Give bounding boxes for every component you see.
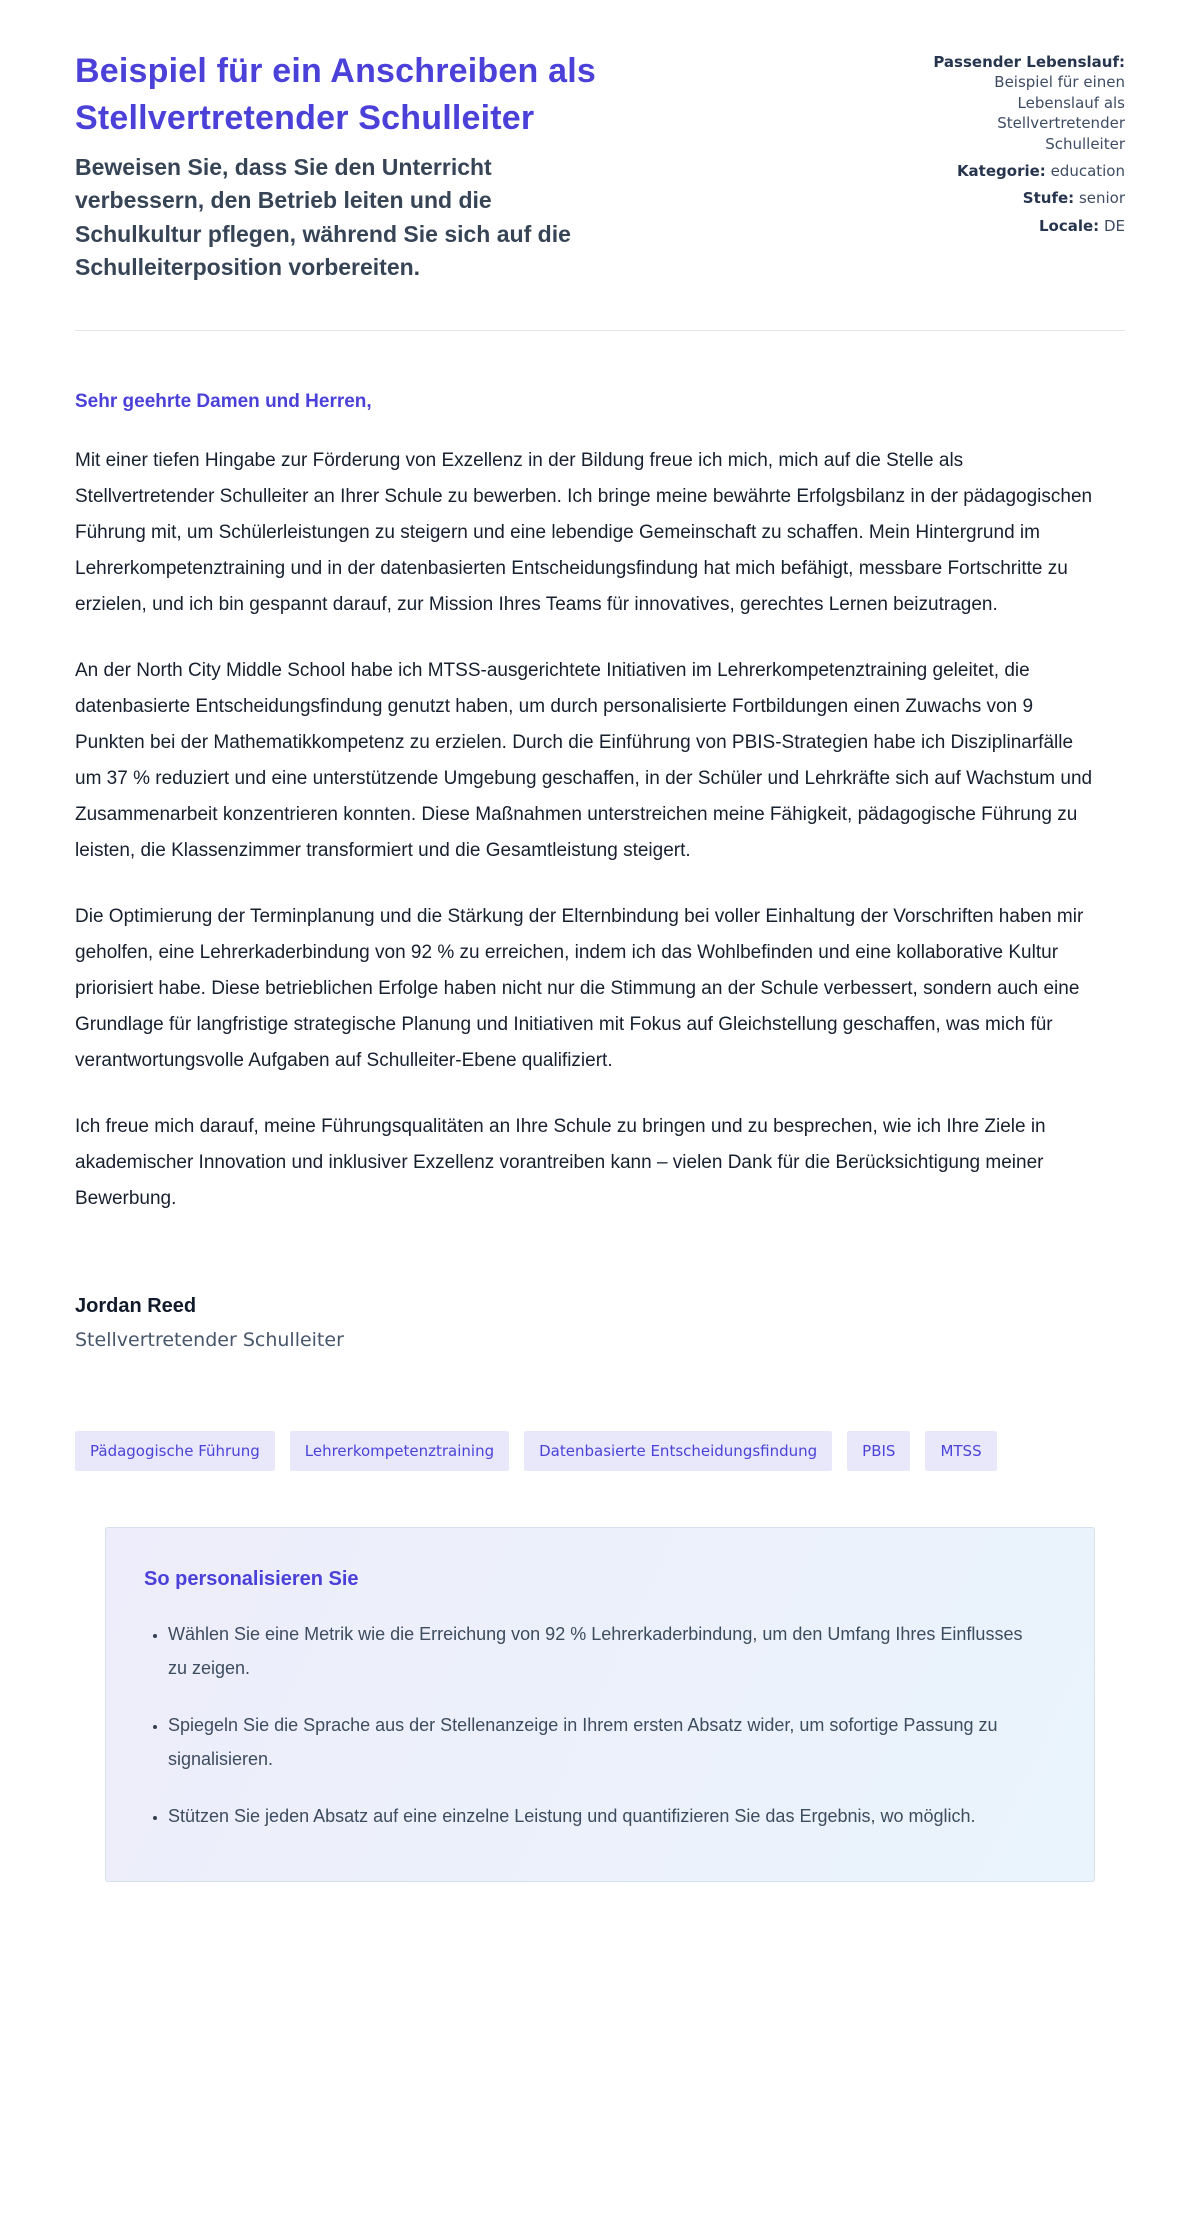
- header-title-block: [75, 48, 695, 284]
- page-container: [75, 48, 1125, 1471]
- tip-item: • Wählen Sie eine Metrik wie die Erreichung von 92 % Lehrerkaderbindung, um den Umfang Ihres Einflusses zu zeigen.: [168, 1617, 1028, 1685]
- meta-level-value: senior: [1078, 189, 1125, 208]
- letter-paragraph: Die Optimierung der Terminplanung und die Stärkung der Elternbindung bei voller Einhaltung der Vorschriften haben mir geholfen, eine Lehrerkaderbindung von 92 % zu erreichen, indem ich das Wohlbefinden und eine kollaborative Kultur priorisiert habe. Diese betrieblichen Erfolge haben nicht nur die Stimmung an der Schule verbessert, sondern auch eine Grundlage für langfristige strategische Planung und Initiativen mit Fokus auf Gleichstellung geschaffen, was mich für verantwortungsvolle Aufgaben auf Schulleiter-Ebene qualifiziert.: [75, 906, 1084, 1072]
- skill-tag: Pädagogische Führung: [75, 1431, 275, 1471]
- meta-category-value: education: [1050, 161, 1125, 180]
- tip-item: • Spiegeln Sie die Sprache aus der Stellenanzeige in Ihrem ersten Absatz wider, um sofortige Passung zu signalisieren.: [168, 1708, 1028, 1776]
- signature-name: Jordan Reed: [75, 1295, 197, 1318]
- skill-tag: PBIS: [847, 1431, 910, 1471]
- letter-greeting: Sehr geehrte Damen und Herren,: [75, 391, 372, 413]
- page-header: [75, 48, 1125, 284]
- tips-heading: So personalisieren Sie: [144, 1568, 359, 1591]
- signature-role: Stellvertretender Schulleiter: [75, 1329, 344, 1352]
- meta-resume-label: Passender Lebenslauf:: [933, 53, 1125, 71]
- meta-locale-value: DE: [1103, 216, 1125, 235]
- skill-tag: Lehrerkompetenztraining: [290, 1431, 509, 1471]
- skill-tag: Datenbasierte Entscheidungsfindung: [524, 1431, 832, 1471]
- meta-panel: [913, 48, 1125, 236]
- tips-list: [144, 1617, 1056, 1833]
- meta-level-label: Stufe:: [1022, 189, 1075, 208]
- page-subtitle: Beweisen Sie, dass Sie den Unterricht verbessern, den Betrieb leiten und die Schulkultur pflegen, während Sie sich auf die Schulleiterposition vorbereiten.: [75, 153, 571, 280]
- meta-resume: [913, 52, 1125, 154]
- meta-locale: [913, 216, 1125, 236]
- meta-category: [913, 161, 1125, 181]
- meta-level: [913, 188, 1125, 208]
- personalization-tips-box: [105, 1527, 1095, 1882]
- letter-paragraph: Ich freue mich darauf, meine Führungsqualitäten an Ihre Schule zu bringen und zu besprechen, wie ich Ihre Ziele in akademischer Innovation und inklusiver Exzellenz vorantreiben kann – vielen Dank für die Berücksichtigung meiner Bewerbung.: [75, 1116, 1046, 1210]
- matching-resume-link[interactable]: Beispiel für einen Lebenslauf als Stellvertretender Schulleiter: [994, 73, 1125, 153]
- page-title: Beispiel für ein Anschreiben als Stellvertretender Schulleiter: [75, 52, 596, 137]
- header-divider: [75, 330, 1125, 331]
- letter-paragraph: Mit einer tiefen Hingabe zur Förderung von Exzellenz in der Bildung freue ich mich, mich auf die Stelle als Stellvertretender Schulleiter an Ihrer Schule zu bewerben. Ich bringe meine bewährte Erfolgsbilanz in der pädagogischen Führung mit, um Schülerleistungen zu steigern und eine lebendige Gemeinschaft zu schaffen. Mein Hintergrund im Lehrerkompetenztraining und in der datenbasierten Entscheidungsfindung hat mich befähigt, messbare Fortschritte zu erzielen, und ich bin gespannt darauf, zur Mission Ihres Teams für innovatives, gerechtes Lernen beizutragen.: [75, 450, 1093, 616]
- skill-tag: MTSS: [925, 1431, 996, 1471]
- letter-paragraph: An der North City Middle School habe ich MTSS-ausgerichtete Initiativen im Lehrerkompetenztraining geleitet, die datenbasierte Entscheidungsfindung genutzt haben, um durch personalisierte Fortbildungen einen Zuwachs von 9 Punkten bei der Mathematikkompetenz zu erzielen. Durch die Einführung von PBIS-Strategien habe ich Disziplinarfälle um 37 % reduziert und eine unterstützende Umgebung geschaffen, in der Schüler und Lehrkräfte sich auf Wachstum und Zusammenarbeit konzentrieren konnten. Diese Maßnahmen unterstreichen meine Fähigkeit, pädagogische Führung zu leisten, die Klassenzimmer transformiert und die Gesamtleistung steigert.: [75, 660, 1093, 862]
- tip-item: • Stützen Sie jeden Absatz auf eine einzelne Leistung und quantifizieren Sie das Ergebnis, wo möglich.: [168, 1799, 1028, 1833]
- skill-tag-list: [75, 1431, 1075, 1471]
- meta-category-label: Kategorie:: [956, 161, 1046, 180]
- meta-locale-label: Locale:: [1038, 216, 1100, 235]
- cover-letter-body: [75, 391, 1125, 1351]
